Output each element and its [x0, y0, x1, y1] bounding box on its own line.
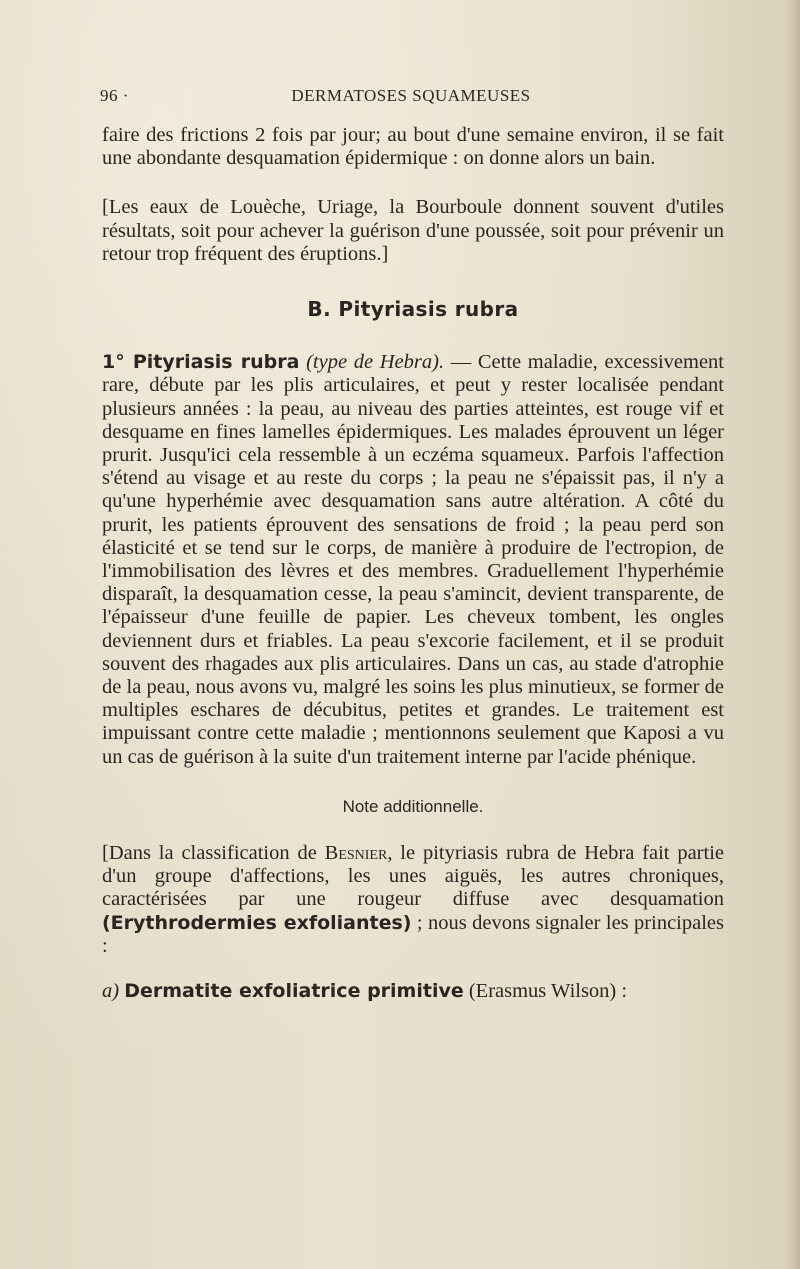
- running-title: DERMATOSES SQUAMEUSES: [291, 86, 531, 105]
- lead-qualifier: (type de Hebra).: [306, 351, 445, 374]
- page-number: 96 ·: [100, 86, 129, 105]
- paragraph-body: — Cette maladie, excessivement rare, débute par les plis articulaires, et peut y rester localisée pendant plusieurs années : la peau, au niveau des parties atteintes, est rouge vif et desquame en fines lamelles épidermiques. Les malades éprouvent un léger prurit. Jusqu'ici cela ressemble à un eczéma squameux. Parfois l'affection s'étend au visage et au reste du corps ; la peau ne s'épaissit pas, il n'y a qu'une hyperhémie avec desquamation sans autre altération. A côté du prurit, les patients éprouvent des sensations de froid ; la peau perd son élasticité et se tend sur le corps, de manière à produire de l'ectropion, de l'immobilisation des lèvres et des membres. Graduellement l'hyperhémie disparaît, la desquamation cesse, la peau s'amincit, devient transparente, de l'épaisseur d'une feuille de papier. Les cheveux tombent, les ongles deviennent durs et friables. La peau s'excorie facilement, et il se produit souvent des rhagades aux plis articulaires. Dans un cas, au stade d'atrophie de la peau, nous avons vu, malgré les soins les plus minutieux, se former de multiples eschares de décubitus, petites et grandes. Le traitement est impuissant contre cette maladie ; mentionnons seulement que Kaposi a vu un cas de guérison à la suite d'un traitement interne par l'acide phénique.: [102, 351, 725, 768]
- note-text-2: , le pityriasis rubra de Hebra fait partie d'un groupe d'affections, les unes aiguës, les autres chroniques, caractérisées par une rougeur diffuse avec desquamation: [102, 842, 724, 911]
- subsection-heading: [102, 980, 724, 1003]
- note-bold-term: (Erythrodermies exfoliantes): [102, 911, 412, 934]
- paragraph-note: [102, 842, 724, 958]
- subsection-marker: a): [102, 980, 120, 1003]
- paragraph-mineral-waters: [Les eaux de Louèche, Uriage, la Bourboule donnent souvent d'utiles résultats, soit pour achever la guérison d'une poussée, soit pour prévenir un retour trop fréquent des éruptions.]: [102, 196, 724, 265]
- paragraph-continuation: faire des frictions 2 fois par jour; au bout d'une semaine environ, il se fait une abondante desquamation épidermique : on donne alors un bain.: [102, 124, 724, 170]
- note-text-1: [Dans la classification de: [102, 842, 325, 865]
- note-title: Note additionnelle.: [342, 796, 484, 816]
- author-name: Besnier: [324, 842, 388, 865]
- section-title: B. Pityriasis rubra: [307, 297, 519, 322]
- note-text-3: ; nous devons signaler les principales :: [102, 911, 724, 957]
- paragraph-pityriasis-rubra: [102, 351, 724, 769]
- subsection-title: Dermatite exfoliatrice primitive: [124, 980, 464, 1003]
- page-edge-shadow: [786, 0, 800, 1269]
- body-text: [102, 124, 724, 1003]
- lead-term: 1° Pityriasis rubra: [102, 351, 300, 374]
- subsection-tail: (Erasmus Wilson) :: [463, 980, 628, 1003]
